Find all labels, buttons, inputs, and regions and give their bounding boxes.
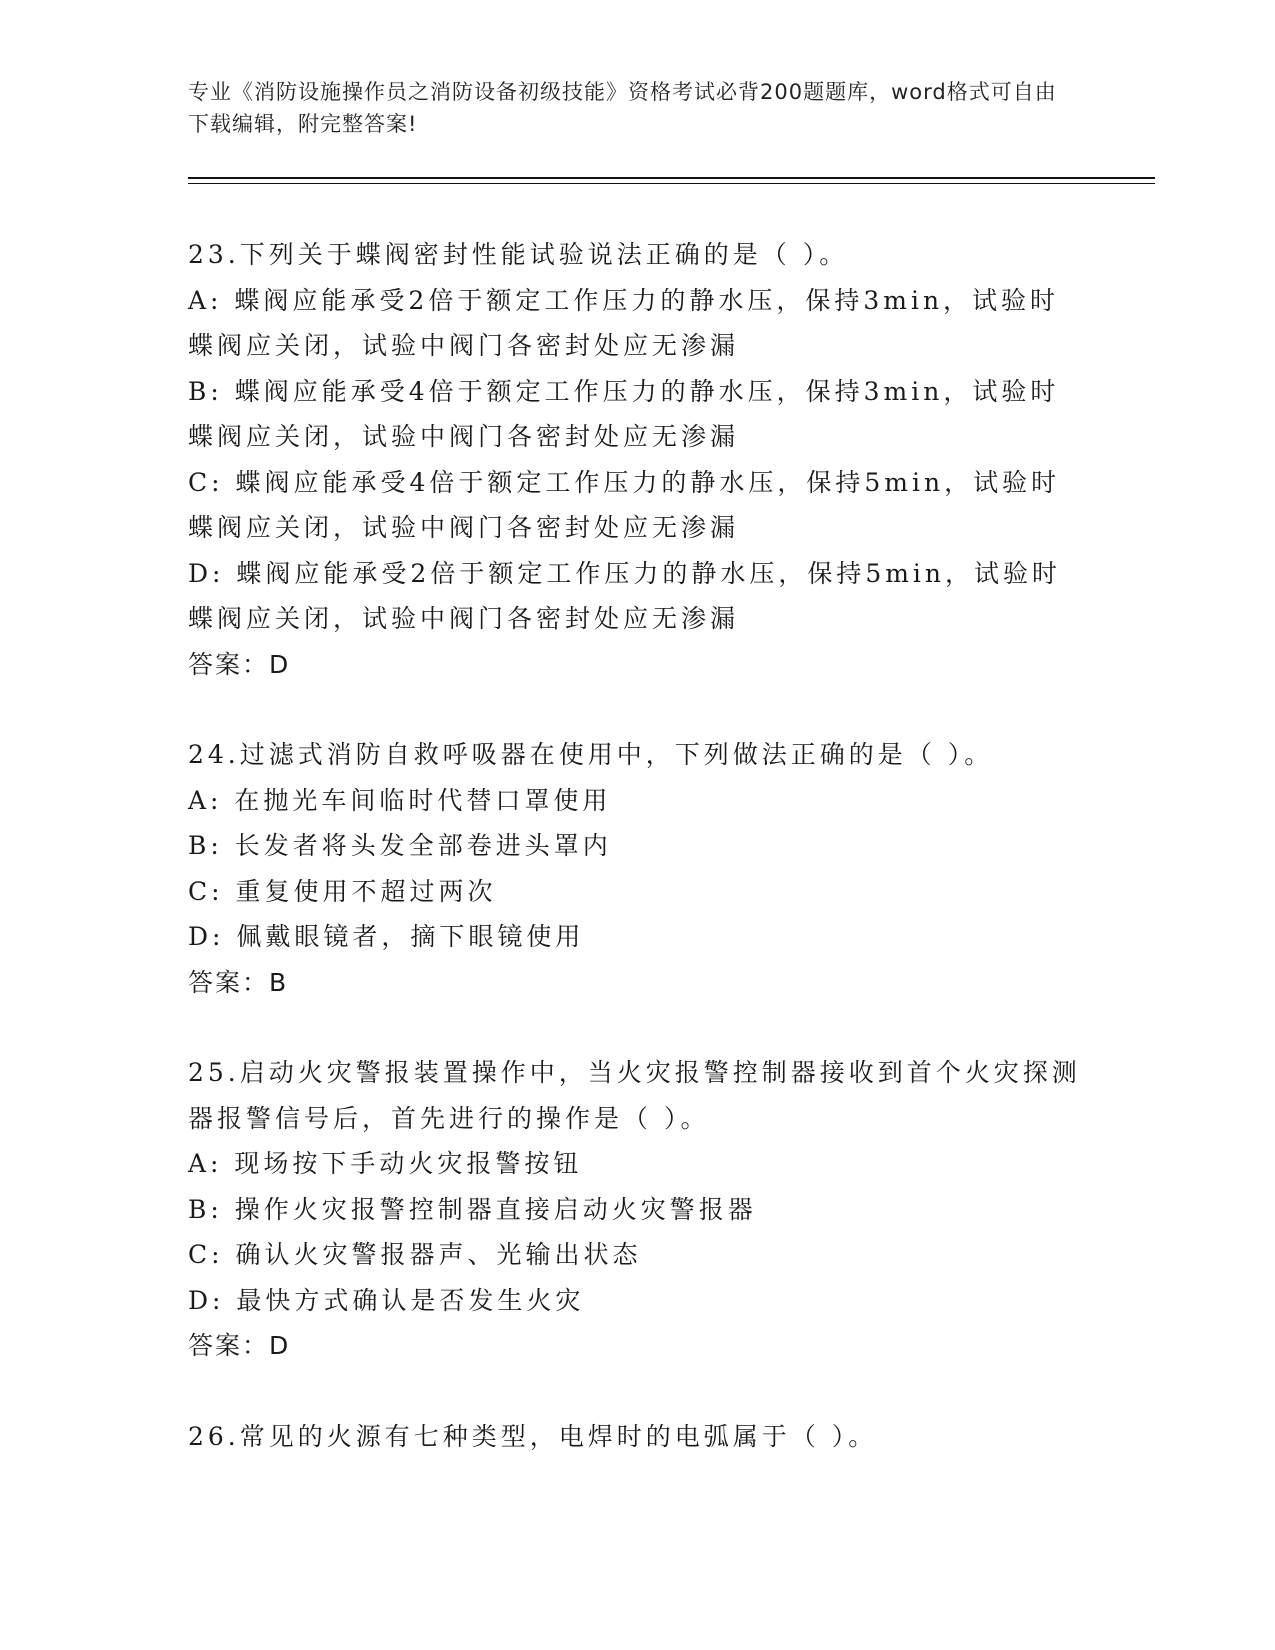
answer-line	[188, 1323, 1088, 1369]
answer-value: B	[269, 967, 289, 997]
question-text: 23.下列关于蝶阀密封性能试验说法正确的是（ ）。	[188, 240, 849, 269]
question-list	[188, 232, 1088, 1459]
option-d: D: 佩戴眼镜者，摘下眼镜使用	[188, 922, 585, 951]
option-c: C: 蝶阀应能承受4倍于额定工作压力的静水压，保持5min，试验时蝶阀应关闭，试验中阀门各密封处应无渗漏	[188, 467, 1061, 542]
option-b: B: 蝶阀应能承受4倍于额定工作压力的静水压，保持3min，试验时蝶阀应关闭，试验中阀门各密封处应无渗漏	[188, 376, 1060, 451]
option-d: D: 蝶阀应能承受2倍于额定工作压力的静水压，保持5min，试验时蝶阀应关闭，试验中阀门各密封处应无渗漏	[188, 558, 1062, 633]
answer-value: D	[269, 1331, 291, 1360]
question-text: 26.常见的火源有七种类型，电焊时的电弧属于（ ）。	[188, 1421, 878, 1451]
question-text: 25.启动火灾警报装置操作中，当火灾报警控制器接收到首个火灾探测器报警信号后，首先进行的操作是（ ）。	[188, 1058, 1081, 1133]
question-text: 24.过滤式消防自救呼吸器在使用中，下列做法正确的是（ ）。	[188, 740, 994, 769]
question-26	[188, 1414, 1088, 1460]
answer-value: D	[269, 649, 291, 679]
option-a: A: 蝶阀应能承受2倍于额定工作压力的静水压，保持3min，试验时蝶阀应关闭，试验中阀门各密封处应无渗漏	[188, 285, 1060, 360]
answer-label: 答案：	[188, 649, 270, 679]
option-c: C: 确认火灾警报器声、光输出状态	[188, 1240, 642, 1269]
answer-label: 答案：	[188, 1331, 270, 1360]
header-rule-thick	[188, 177, 1155, 179]
option-b: B: 长发者将头发全部卷进头罩内	[188, 831, 612, 860]
answer-label: 答案：	[188, 967, 270, 997]
option-c: C: 重复使用不超过两次	[188, 876, 497, 906]
header-text: 专业《消防设施操作员之消防设备初级技能》资格考试必背200题题库，word格式可自由下载编辑，附完整答案!	[188, 80, 1057, 136]
question-23	[188, 232, 1088, 687]
question-25	[188, 1050, 1088, 1369]
header-rule-thin	[188, 183, 1155, 184]
answer-line	[188, 642, 1088, 688]
option-a: A: 在抛光车间临时代替口罩使用	[188, 785, 612, 815]
option-d: D: 最快方式确认是否发生火灾	[188, 1285, 585, 1315]
option-a: A: 现场按下手动火灾报警按钮	[188, 1149, 583, 1178]
option-b: B: 操作火灾报警控制器直接启动火灾警报器	[188, 1194, 757, 1224]
answer-line	[188, 960, 1088, 1006]
question-24	[188, 732, 1088, 1005]
